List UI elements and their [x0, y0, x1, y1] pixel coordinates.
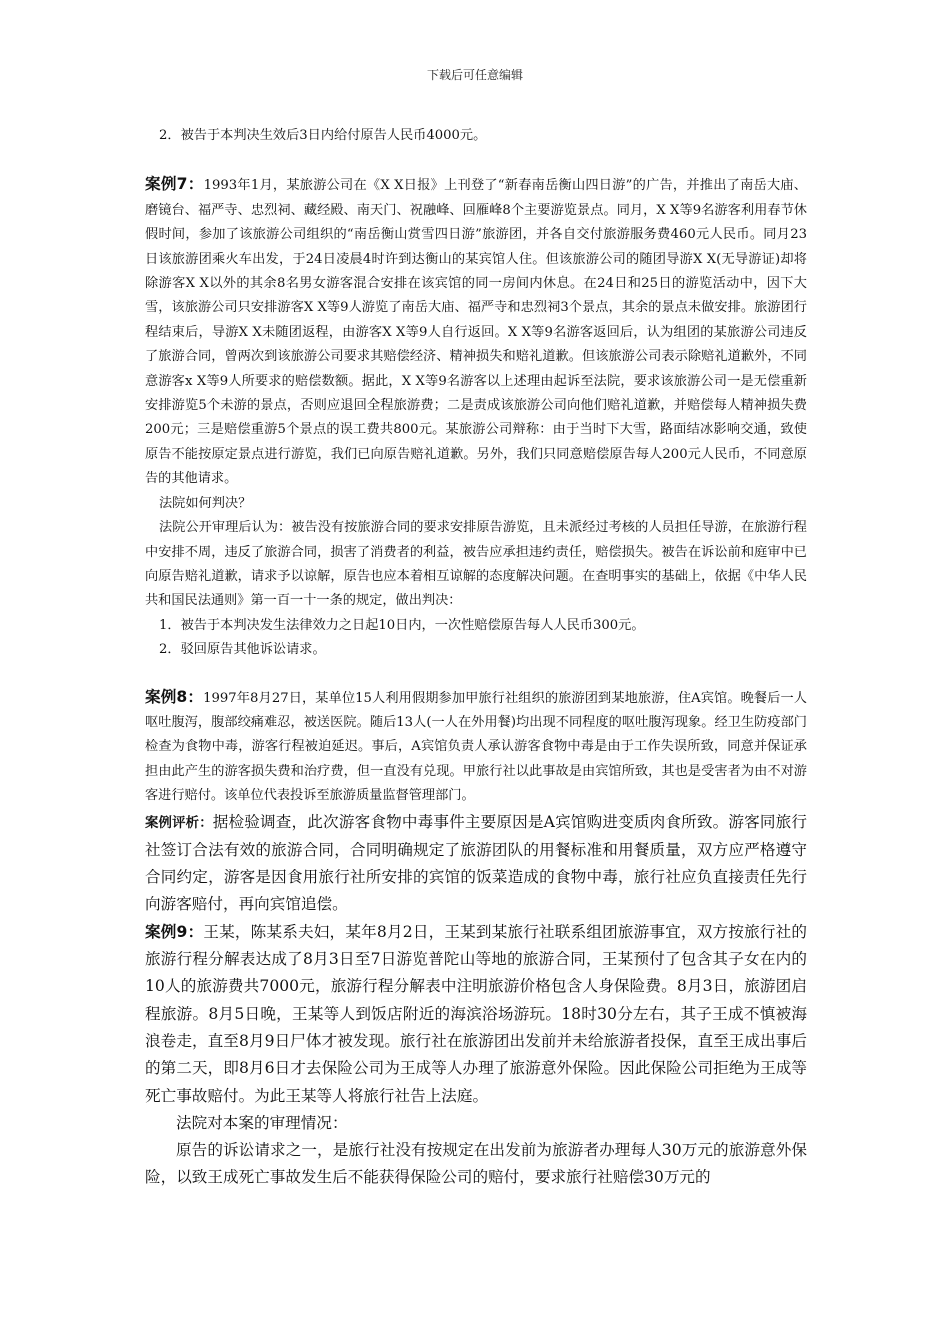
- case7-item2: 2．驳回原告其他诉讼请求。: [159, 642, 326, 658]
- case8-body: 1997年8月27日，某单位15人利用假期参加甲旅行社组织的旅游团到某地旅游，住A宾馆。晚餐后一人呕吐腹泻，腹部绞痛难忍，被送医院。随后13人(一人在外用餐)均出现不同程度的呕吐腹泻现象。经卫生防疫部门检查为食物中毒，游客行程被迫延迟。事后，A宾馆负责人承认游客食物中毒是由于工作失误所致，同意并保证承担由此产生的游客损失费和治疗费，但一直没有兑现。甲旅行社以此事故是由宾馆所致，其也是受害者为由不对游客进行赔付。该单位代表投诉至旅游质量监督管理部门。: [145, 690, 807, 804]
- case8-review-label: 案例评析：: [145, 815, 213, 831]
- case9-paragraph: [145, 919, 807, 1110]
- case7-item1: 1．被告于本判决发生法律效力之日起10日内，一次性赔偿原告每人人民币300元。: [159, 617, 645, 633]
- case8-review-text: 据检验调查，此次游客食物中毒事件主要原因是A宾馆购进变质肉食所致。游客同旅行社签订合法有效的旅游合同，合同明确规定了旅游团队的用餐标准和用餐质量，双方应严格遵守合同约定，游客是因食用旅行社所安排的宾馆的饭菜造成的食物中毒，旅行社应负直接责任先行向游客赔付，再向宾馆追偿。: [145, 812, 807, 914]
- case9-court: 法院对本案的审理情况：: [176, 1113, 348, 1132]
- case9-body: 王某，陈某系夫妇，某年8月2日，王某到某旅行社联系组团旅游事宜，双方按旅行社的旅游行程分解表达成了8月3日至7日游览普陀山等地的旅游合同，王某预付了包含其子女在内的10人的旅游费共7000元，旅游行程分解表中注明旅游价格包含人身保险费。8月3日，旅游团启程旅游。8月5日晚，王某等人到饭店附近的海滨浴场游玩。18时30分左右，其子王成不慎被海浪卷走，直至8月9日尸体才被发现。旅行社在旅游团出发前并未给旅游者投保，直至王成出事后的第二天，即8月6日才去保险公司为王成等人办理了旅游意外保险。因此保险公司拒绝为王成等死亡事故赔付。为此王某等人将旅行社告上法庭。: [145, 922, 807, 1105]
- case7-question: 法院如何判决？: [159, 495, 252, 511]
- page-header: 下载后可任意编辑: [426, 68, 523, 82]
- case7-ruling: 法院公开审理后认为：被告没有按旅游合同的要求安排原告游览，且未派经过考核的人员担任导游，在旅游行程中安排不周，违反了旅游合同，损害了消费者的利益，被告应承担违约责任，赔偿损失。被告在诉讼前和庭审中已向原告赔礼道歉，请求予以谅解，原告也应本着相互谅解的态度解决问题。在查明事实的基础上，依据《中华人民共和国民法通则》第一百一十一条的规定，做出判决：: [145, 520, 807, 609]
- case8-label: 案例8：: [145, 687, 204, 706]
- case7-paragraph: [145, 172, 807, 491]
- case9-claim: 原告的诉讼请求之一，是旅行社没有按规定在出发前为旅游者办理每人30万元的旅游意外保险，以致王成死亡事故发生后不能获得保险公司的赔付，要求旅行社赔偿30万元的: [145, 1141, 807, 1187]
- case8-review: [145, 809, 807, 919]
- paragraph-item: 2．被告于本判决生效后3日内给付原告人民币4000元。: [159, 128, 487, 143]
- case7-body: 1993年1月，某旅游公司在《X X日报》上刊登了“新春南岳衡山四日游”的广告，并推出了南岳大庙、磨镜台、福严寺、忠烈祠、藏经殿、南天门、祝融峰、回雁峰8个主要游览景点。同月，X X等9名游客利用春节休假时间，参加了该旅游公司组织的“南岳衡山赏雪四日游”旅游团，并各自交付旅游服务费460元人民币。同月23日该旅游团乘火车出发，于24日凌晨4时许到达衡山的某宾馆人住。但该旅游公司的随团导游X X(无导游证)却将除游客X X以外的其余8名男女游客混合安排在该宾馆的同一房间内休息。在24日和25日的游览活动中，因下大雪，该旅游公司只安排游客X X等9人游览了南岳大庙、福严寺和忠烈祠3个景点，其余的景点未做安排。旅游团行程结束后，导游X X未随团返程，由游客X X等9人自行返回。X X等9名游客返回后，认为组团的某旅游公司违反了旅游合同，曾两次到该旅游公司要求其赔偿经济、精神损失和赔礼道歉。但该旅游公司表示除赔礼道歉外，不同意游客x X等9人所要求的赔偿数额。据此，X X等9名游客以上述理由起诉至法院，要求该旅游公司一是无偿重新安排游览5个未游的景点，否则应退回全程旅游费；二是责成该旅游公司向他们赔礼道歉，并赔偿每人精神损失费200元；三是赔偿重游5个景点的误工费共800元。某旅游公司辩称：由于当时下大雪，路面结冰影响交通，致使原告不能按原定景点进行游览，我们已向原告赔礼道歉。另外，我们只同意赔偿原告每人200元人民币，不同意原告的其他请求。: [145, 178, 807, 487]
- case9-label: 案例9：: [145, 922, 204, 941]
- case8-paragraph: [145, 685, 807, 809]
- case7-label: 案例7：: [145, 175, 204, 194]
- document-body: [145, 124, 807, 1192]
